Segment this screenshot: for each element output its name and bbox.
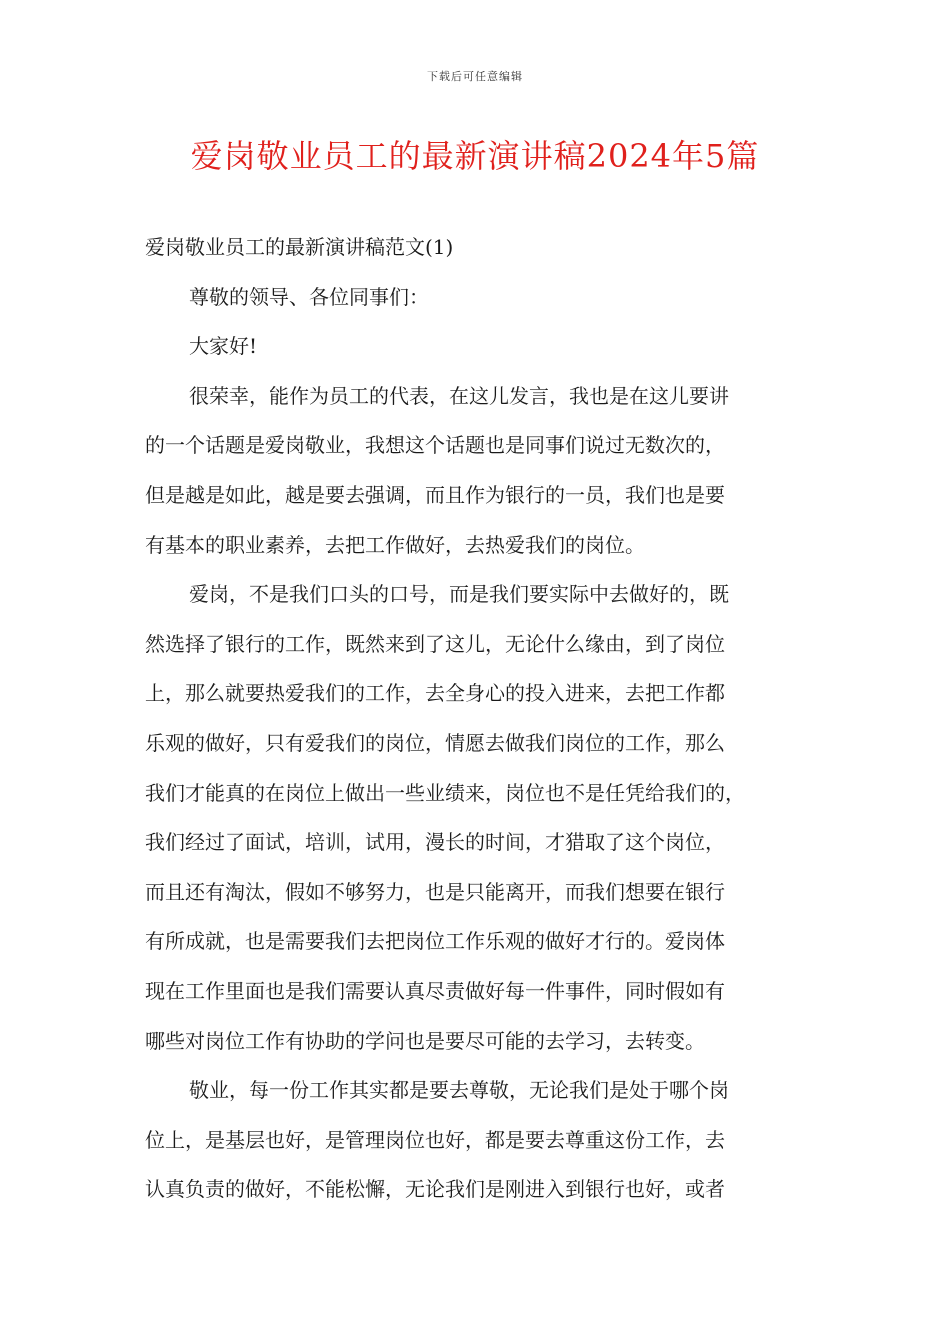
paragraph-line: 的一个话题是爱岗敬业，我想这个话题也是同事们说过无数次的， [145,433,725,458]
paragraph-3 [145,1066,805,1215]
paragraph-line: 位上，是基层也好，是管理岗位也好，都是要去尊重这份工作，去 [145,1127,725,1152]
paragraph-line: 哪些对岗位工作有协助的学问也是要尽可能的去学习，去转变。 [145,1028,705,1053]
paragraph-line: 很荣幸，能作为员工的代表，在这儿发言，我也是在这儿要讲 [189,383,729,408]
paragraph-1 [145,372,805,570]
paragraph-line: 有基本的职业素养，去把工作做好，去热爱我们的岗位。 [145,532,645,557]
paragraph-line: 然选择了银行的工作，既然来到了这儿，无论什么缘由，到了岗位 [145,631,725,656]
header-note: 下载后可任意编辑 [427,70,523,83]
document-body [145,223,805,1215]
paragraph-line: 乐观的做好，只有爱我们的岗位，情愿去做我们岗位的工作，那么 [145,730,725,755]
paragraph-line: 但是越是如此，越是要去强调，而且作为银行的一员，我们也是要 [145,482,725,507]
paragraph-line: 我们经过了面试，培训，试用，漫长的时间，才猎取了这个岗位， [145,830,725,855]
paragraph-line: 有所成就，也是需要我们去把岗位工作乐观的做好才行的。爱岗体 [145,929,725,954]
paragraph-line: 爱岗，不是我们口头的口号，而是我们要实际中去做好的，既 [189,582,729,607]
paragraph-line: 我们才能真的在岗位上做出一些业绩来，岗位也不是任凭给我们的， [145,780,745,805]
paragraph-line: 敬业，每一份工作其实都是要去尊敬，无论我们是处于哪个岗 [189,1078,729,1103]
paragraph-2 [145,570,805,1066]
section-subtitle: 爱岗敬业员工的最新演讲稿范文(1) [145,235,454,259]
paragraph-line: 而且还有淘汰，假如不够努力，也是只能离开，而我们想要在银行 [145,879,725,904]
salutation: 大家好! [189,334,258,359]
paragraph-line: 认真负责的做好，不能松懈，无论我们是刚进入到银行也好，或者 [145,1177,725,1202]
paragraph-line: 现在工作里面也是我们需要认真尽责做好每一件事件，同时假如有 [145,978,725,1003]
greeting: 尊敬的领导、各位同事们： [189,284,429,309]
paragraph-line: 上，那么就要热爱我们的工作，去全身心的投入进来，去把工作都 [145,681,725,706]
document-title: 爱岗敬业员工的最新演讲稿2024年5篇 [190,137,760,175]
